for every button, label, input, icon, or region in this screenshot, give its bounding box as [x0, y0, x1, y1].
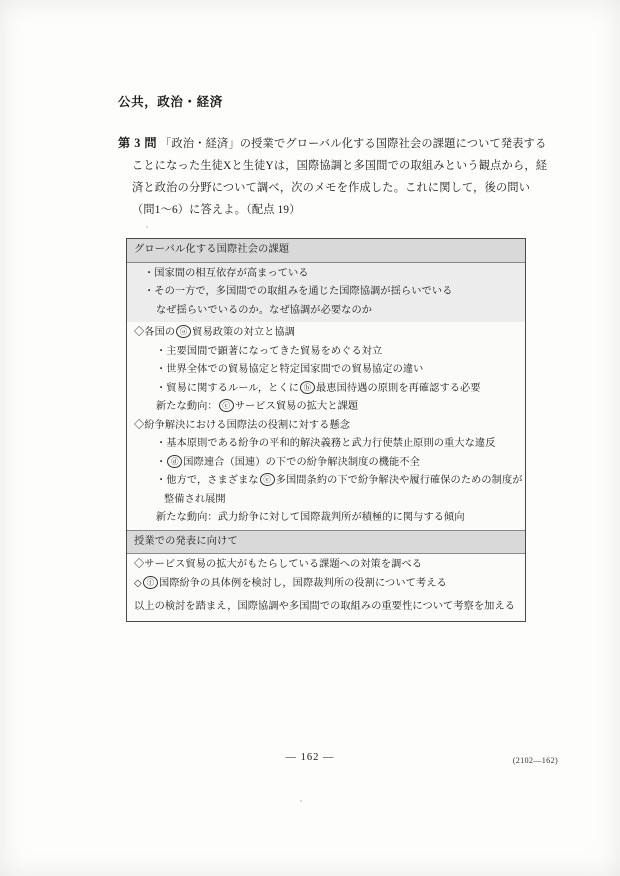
memo-trade-item-marked-post: 最恵国待遇の原則を再確認する必要 — [316, 382, 481, 394]
marker-a-icon: ⓐ — [176, 325, 191, 338]
scan-speck — [300, 800, 302, 802]
question-line-2: 済と政治の分野について調べ，次のメモを作成した。これに関して，後の問い — [132, 181, 531, 194]
memo-law-trend: 新たな動向：武力紛争に対して国際裁判所が積極的に関与する傾向 — [156, 512, 465, 524]
memo-intro-line-2: なぜ揺らいでいるのか。なぜ協調が必要なのか — [156, 304, 373, 316]
scan-speck — [146, 226, 148, 228]
memo-law-line-d — [134, 454, 518, 473]
page-title: 公共，政治・経済 — [118, 95, 223, 109]
memo-trade-item-1: ・世界全体での貿易協定と特定国家間での貿易協定の違い — [156, 364, 424, 376]
memo-trade-trend-pre: 新たな動向： — [156, 401, 218, 413]
question-line-1: ことになった生徒Xと生徒Yは，国際協調と多国間での取組みという観点から，経 — [132, 159, 548, 172]
memo-closing: 以上の検討を踏まえ，国際協調や多国間での取組みの重要性について考察を加える — [134, 601, 516, 613]
memo-trade-item-marked-pre: ・貿易に関するルール，とくに — [156, 382, 300, 394]
memo-intro — [127, 263, 525, 323]
memo-band-title-2: 授業での発表に向けて — [127, 530, 525, 555]
question-line-0: 「政治・経済」の授業でグローバル化する国際社会の課題について発表する — [160, 138, 547, 150]
memo-intro-line-0: ・国家間の相互依存が高まっている — [144, 267, 309, 279]
page-number: — 162 — — [285, 752, 335, 763]
marker-f-icon: ⓕ — [143, 576, 158, 589]
memo-trade-trend-post: サービス貿易の拡大と課題 — [234, 401, 359, 413]
memo-law-item-0: ・基本原則である紛争の平和的解決義務と武力行使禁止原則の重大な違反 — [156, 438, 496, 450]
memo-section-trade-head-pre: ◇各国の — [134, 327, 176, 339]
memo-trade-trend — [134, 398, 518, 417]
memo-band-title: グローバル化する国際社会の課題 — [127, 239, 525, 263]
memo-law-line-d-pre: ・ — [156, 456, 167, 468]
question-first-line — [118, 132, 547, 156]
marker-b-icon: ⓑ — [300, 381, 315, 394]
memo-outcomes — [127, 554, 525, 595]
memo-law-line-e-cont: 整備され展開 — [164, 493, 226, 505]
memo-box — [126, 238, 526, 622]
memo-section-trade — [127, 322, 525, 530]
document-body — [118, 92, 548, 221]
memo-intro-line-1: ・その一方で，多国間での取組みを通じた国際協調が揺らいでいる — [144, 286, 453, 298]
marker-c-icon: ⓒ — [219, 399, 234, 412]
memo-law-line-e-post: 多国間条約の下で紛争解決や履行確保のための制度が — [275, 475, 523, 487]
memo-outcome-marked-post: 国際紛争の具体例を検討し，国際裁判所の役割について考える — [158, 577, 447, 589]
memo-outcome-marked — [134, 575, 518, 594]
memo-section-trade-head — [134, 324, 518, 343]
question-line-3: （問1〜6）に答えよ。（配点 19） — [132, 203, 301, 216]
question-label: 第 3 問 — [118, 136, 158, 150]
form-code: (2102—162) — [512, 756, 558, 765]
marker-d-icon: ⓓ — [167, 455, 182, 468]
memo-outcome-marked-pre: ◇ — [134, 577, 142, 589]
memo-section-law-head: ◇紛争解決における国際法の役割に対する懸念 — [134, 419, 351, 431]
marker-e-icon: ⓔ — [260, 473, 275, 486]
question-block — [118, 132, 548, 221]
memo-trade-item-marked — [134, 380, 518, 399]
memo-law-line-d-post: 国際連合（国連）の下での紛争解決制度の機能不全 — [183, 456, 420, 468]
memo-law-line-e-pre: ・他方で，さまざまな — [156, 475, 259, 487]
memo-outcome-line-0: ◇サービス貿易の拡大がもたらしている課題への対策を調べる — [134, 559, 423, 571]
memo-section-trade-head-post: 貿易政策の対立と協調 — [192, 327, 296, 339]
memo-law-line-e — [134, 472, 523, 491]
memo-trade-item-0: ・主要国間で顕著になってきた貿易をめぐる対立 — [156, 345, 383, 357]
